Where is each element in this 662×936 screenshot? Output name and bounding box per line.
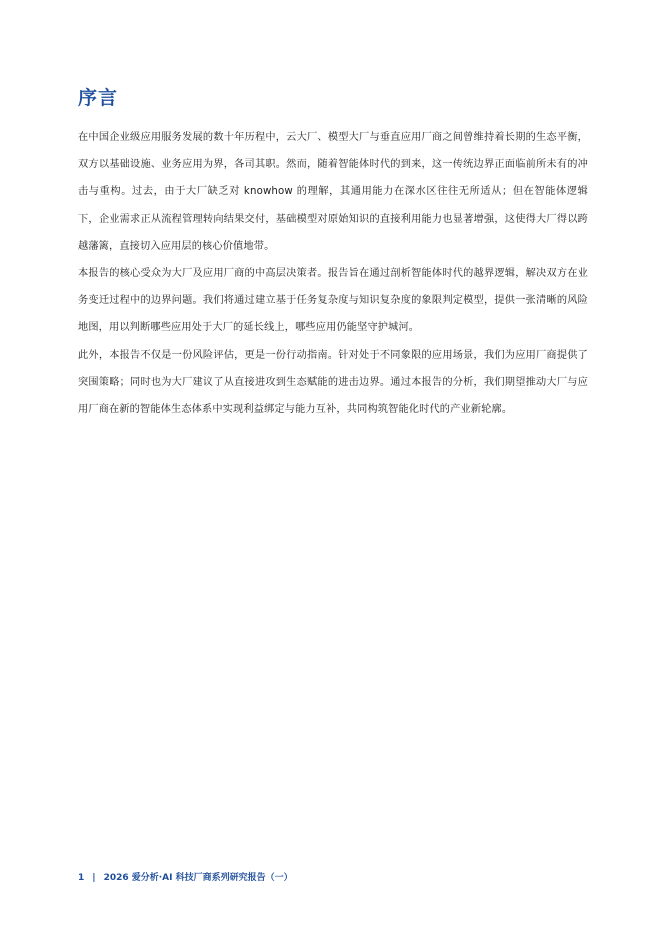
paragraph-audience: 本报告的核心受众为大厂及应用厂商的中高层决策者。报告旨在通过剖析智能体时代的越界逻辑，解决双方在业务变迁过程中的边界问题。我们将通过建立基于任务复杂度与知识复杂度的象限判定模型，提供一张清晰的风险地图，用以判断哪些应用处于大厂的延长线上，哪些应用仍能坚守护城河。: [78, 268, 588, 334]
page-number: 1: [78, 873, 85, 883]
footer-separator: |: [92, 873, 96, 883]
page-footer: [78, 871, 293, 885]
footer-report-title: 2026 爱分析·AI 科技厂商系列研究报告（一）: [103, 873, 293, 883]
page-title: 序言: [78, 87, 119, 109]
paragraph-guide: 此外，本报告不仅是一份风险评估，更是一份行动指南。针对处于不同象限的应用场景，我们为应用厂商提供了突围策略；同时也为大厂建议了从直接进攻到生态赋能的进击边界。通过本报告的分析，我们期望推动大厂与应用厂商在新的智能体生态体系中实现利益绑定与能力互补，共同构筑智能化时代的产业新轮廓。: [78, 349, 588, 416]
body-text: [78, 124, 588, 423]
paragraph-intro: 在中国企业级应用服务发展的数十年历程中，云大厂、模型大厂与垂直应用厂商之间曾维持着长期的生态平衡，双方以基础设施、业务应用为界，各司其职。然而，随着智能体时代的到来，这一传统边界正面临前所未有的冲击与重构。过去，由于大厂缺乏对 knowhow 的理解，其通用能力在深水区往往无所适从；但在智能体逻辑下，企业需求正从流程管理转向结果交付，基础模型对原始知识的直接利用能力也显著增强，这使得大厂得以跨越藩篱，直接切入应用层的核心价值地带。: [78, 132, 588, 252]
